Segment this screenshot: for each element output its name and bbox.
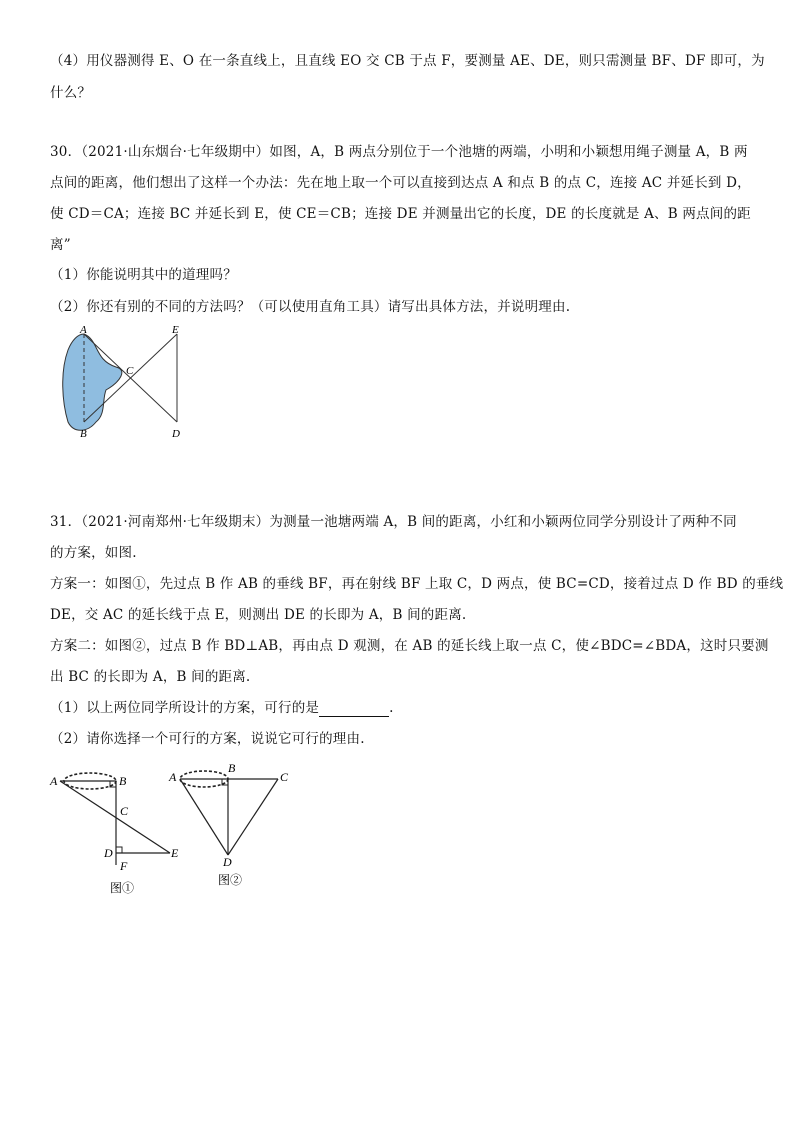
- q30-stem-line2: 点间的距离，他们想出了这样一个办法：先在地上取一个可以直接到达点 A 和点 B 的点 C，连接 AC 并延长到 D，: [50, 175, 751, 191]
- q30-sub2: （2）你还有别的不同的方法吗？（可以使用直角工具）请写出具体方法，并说明理由.: [50, 299, 571, 315]
- label-b: B: [119, 774, 127, 788]
- figure-2-caption: 图②: [218, 873, 243, 887]
- q31-stem-line1: 31．（2021·河南郑州·七年级期末）为测量一池塘两端 A，B 间的距离，小红和小颖两位同学分别设计了两种不同: [50, 514, 737, 530]
- q30-stem-line3: 使 CD＝CA；连接 BC 并延长到 E，使 CE＝CB；连接 DE 并测量出它的长度，DE 的长度就是 A、B 两点间的距: [50, 206, 751, 222]
- q31-plan1-line2: DE，交 AC 的延长线于点 E，则测出 DE 的长即为 A，B 间的距离.: [50, 607, 467, 623]
- label-a: A: [169, 770, 177, 784]
- q29-part4-line1: （4）用仪器测得 E、O 在一条直线上，且直线 EO 交 CB 于点 F，要测量 AE、DE，则只需测量 BF、DF 即可，为: [50, 53, 765, 69]
- label-f: F: [120, 859, 128, 873]
- q31-plan2-line1: 方案二：如图②，过点 B 作 BD⊥AB，再由点 D 观测，在 AB 的延长线上取一点 C，使∠BDC=∠BDA，这时只要测: [50, 638, 769, 654]
- q30-stem-line1: 30．（2021·山东烟台·七年级期中）如图，A，B 两点分别位于一个池塘的两端，小明和小颖想用绳子测量 A，B 两: [50, 144, 748, 160]
- label-c: C: [120, 804, 129, 818]
- q31-sub2: （2）请你选择一个可行的方案，说说它可行的理由.: [50, 731, 365, 747]
- q31-sub1-end: .: [389, 700, 394, 716]
- segment-ad: [180, 779, 228, 855]
- label-c: C: [126, 365, 134, 377]
- label-b: B: [228, 761, 236, 775]
- label-d: D: [172, 428, 180, 440]
- label-c: C: [280, 770, 289, 784]
- q30-sub1: （1）你能说明其中的道理吗？: [50, 267, 237, 283]
- label-b: B: [80, 428, 87, 440]
- right-angle-d: [116, 847, 122, 853]
- segment-ae: [60, 781, 170, 853]
- q31-figure-2: [166, 760, 289, 890]
- q30-figure: [44, 322, 204, 452]
- q29-part4-line2: 什么？: [50, 85, 92, 101]
- q31-plan2-line2: 出 BC 的长即为 A，B 间的距离.: [50, 669, 251, 685]
- q31-sub1-text: （1）以上两位同学所设计的方案，可行的是: [50, 700, 320, 716]
- q31-plan1-line1: 方案一：如图①，先过点 B 作 AB 的垂线 BF，再在射线 BF 上取 C，D 两点，使 BC=CD，接着过点 D 作 BD 的垂线: [50, 576, 784, 592]
- label-e: E: [172, 324, 179, 336]
- figure-1-caption: 图①: [110, 881, 135, 895]
- q31-stem-line2: 的方案，如图.: [50, 545, 137, 561]
- pond-shape: [63, 334, 122, 430]
- label-e: E: [171, 846, 179, 860]
- q31-sub1: [50, 699, 394, 717]
- segment-cd: [228, 779, 278, 855]
- answer-blank[interactable]: [319, 702, 389, 717]
- q30-stem-line4: 离”: [50, 237, 71, 253]
- label-d: D: [104, 846, 113, 860]
- label-a: A: [50, 774, 58, 788]
- label-a: A: [80, 324, 87, 336]
- label-d: D: [223, 855, 232, 869]
